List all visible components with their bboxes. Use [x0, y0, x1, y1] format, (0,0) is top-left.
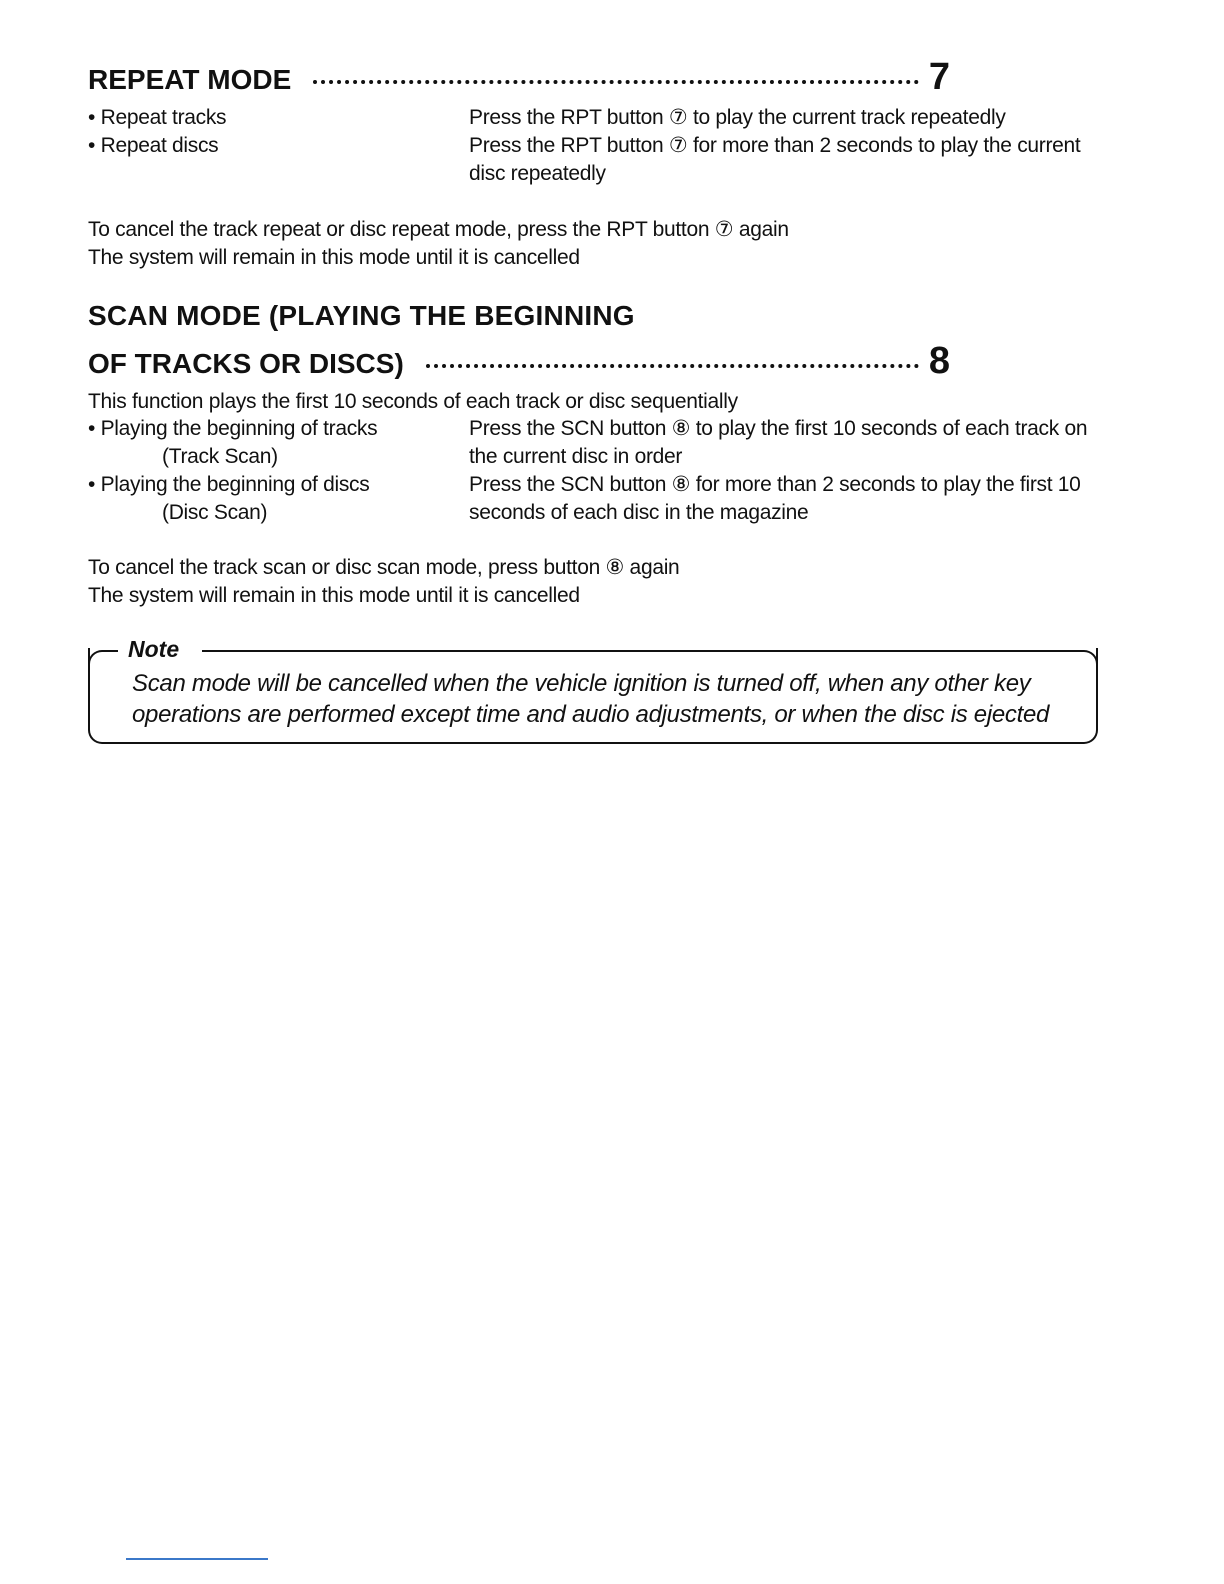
note-text-line2: operations are performed except time and audio adjustments, or when the disc is ejected	[132, 701, 1050, 728]
repeat-cancel-instruction: To cancel the track repeat or disc repeat mode, press the RPT button ⑦ again	[88, 218, 789, 241]
scan-mode-heading	[88, 340, 950, 383]
disc-scan-sublabel: (Disc Scan)	[162, 501, 268, 524]
note-label: Note	[128, 636, 180, 662]
repeat-mode-page-number: 7	[928, 56, 950, 98]
dot-leader	[426, 364, 919, 368]
disc-scan-label: • Playing the beginning of discs	[88, 473, 370, 496]
repeat-mode-persistence: The system will remain in this mode until it is cancelled	[88, 246, 580, 269]
disc-scan-description: Press the SCN button ⑧ for more than 2 seconds to play the first 10	[469, 473, 1081, 496]
dot-leader	[313, 80, 919, 84]
repeat-discs-label: • Repeat discs	[88, 134, 219, 157]
note-box-top-left	[88, 650, 118, 670]
track-scan-description-cont: the current disc in order	[469, 445, 683, 468]
disc-scan-description-cont: seconds of each disc in the magazine	[469, 501, 809, 524]
note-box-top-right	[202, 650, 1098, 670]
repeat-tracks-label: • Repeat tracks	[88, 106, 227, 129]
track-scan-label: • Playing the beginning of tracks	[88, 417, 378, 440]
scan-intro: This function plays the first 10 seconds of each track or disc sequentially	[88, 390, 738, 413]
scan-cancel-instruction: To cancel the track scan or disc scan mode, press button ⑧ again	[88, 556, 680, 579]
track-scan-description: Press the SCN button ⑧ to play the first 10 seconds of each track on	[469, 417, 1088, 440]
track-scan-sublabel: (Track Scan)	[162, 445, 278, 468]
scan-mode-heading-line1: SCAN MODE (PLAYING THE BEGINNING	[88, 300, 635, 331]
scan-mode-title-line2: OF TRACKS OR DISCS)	[88, 348, 404, 379]
repeat-mode-title: REPEAT MODE	[88, 64, 292, 95]
repeat-mode-heading	[88, 56, 950, 99]
note-text-line1: Scan mode will be cancelled when the vehicle ignition is turned off, when any other key	[132, 670, 1031, 697]
footer-rule	[126, 1558, 268, 1560]
repeat-discs-description: Press the RPT button ⑦ for more than 2 seconds to play the current	[469, 134, 1081, 157]
scan-mode-page-number: 8	[928, 340, 950, 382]
repeat-tracks-description: Press the RPT button ⑦ to play the current track repeatedly	[469, 106, 1006, 129]
scan-mode-persistence: The system will remain in this mode until it is cancelled	[88, 584, 580, 607]
repeat-discs-description-cont: disc repeatedly	[469, 162, 606, 185]
